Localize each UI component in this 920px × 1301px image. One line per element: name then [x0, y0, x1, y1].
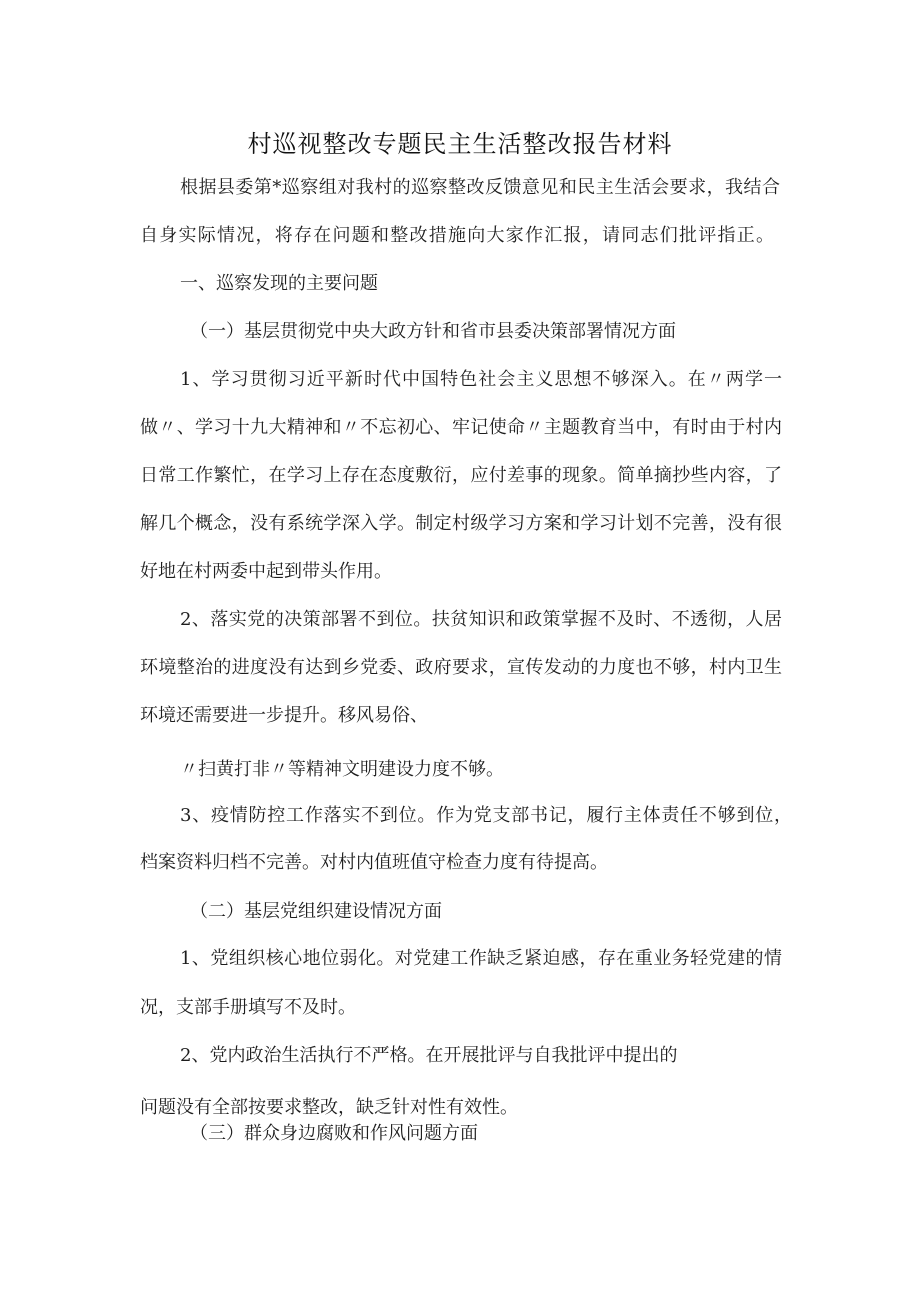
paragraph-line: 环境还需要进一步提升。移风易俗、: [140, 705, 428, 726]
document-title: 村巡视整改专题民主生活整改报告材料: [247, 130, 673, 158]
paragraph-line: 1、学习贯彻习近平新时代中国特色社会主义思想不够深入。在〃两学一: [180, 369, 782, 390]
paragraph-line: 解几个概念，没有系统学深入学。制定村级学习方案和学习计划不完善，没有很: [140, 513, 782, 534]
paragraph-line: 问题没有全部按要求整改，缺乏针对性有效性。: [140, 1097, 518, 1118]
paragraph-line: 环境整治的进度没有达到乡党委、政府要求，宣传发动的力度也不够，村内卫生: [140, 657, 782, 678]
subsection-heading: （二）基层党组织建设情况方面: [190, 901, 442, 922]
paragraph-line: 2、落实党的决策部署不到位。扶贫知识和政策掌握不及时、不透彻，人居: [180, 609, 782, 630]
paragraph-line: 日常工作繁忙，在学习上存在态度敷衍，应付差事的现象。简单摘抄些内容，了: [140, 465, 782, 486]
paragraph-line: 自身实际情况，将存在问题和整改措施向大家作汇报，请同志们批评指正。: [140, 225, 774, 246]
subsection-heading: （三）群众身边腐败和作风问题方面: [190, 1123, 478, 1144]
paragraph-line: 况，支部手册填写不及时。: [140, 997, 356, 1018]
paragraph-line: 好地在村两委中起到带头作用。: [140, 561, 392, 582]
paragraph-line: 2、党内政治生活执行不严格。在开展批评与自我批评中提出的: [180, 1045, 678, 1066]
paragraph-line: 3、疫情防控工作落实不到位。作为党支部书记，履行主体责任不够到位，: [180, 805, 792, 826]
paragraph-line: 〃扫黄打非〃等精神文明建设力度不够。: [180, 759, 504, 780]
paragraph-line: 做〃、学习十九大精神和〃不忘初心、牢记使命〃主题教育当中，有时由于村内: [140, 417, 782, 438]
paragraph-line: 档案资料归档不完善。对村内值班值守检查力度有待提高。: [140, 852, 608, 873]
section-heading: 一、巡察发现的主要问题: [180, 273, 378, 294]
paragraph-line: 根据县委第*巡察组对我村的巡察整改反馈意见和民主生活会要求，我结合: [180, 177, 780, 198]
subsection-heading: （一）基层贯彻党中央大政方针和省市县委决策部署情况方面: [190, 321, 676, 342]
paragraph-line: 1、党组织核心地位弱化。对党建工作缺乏紧迫感，存在重业务轻党建的情: [180, 948, 782, 969]
